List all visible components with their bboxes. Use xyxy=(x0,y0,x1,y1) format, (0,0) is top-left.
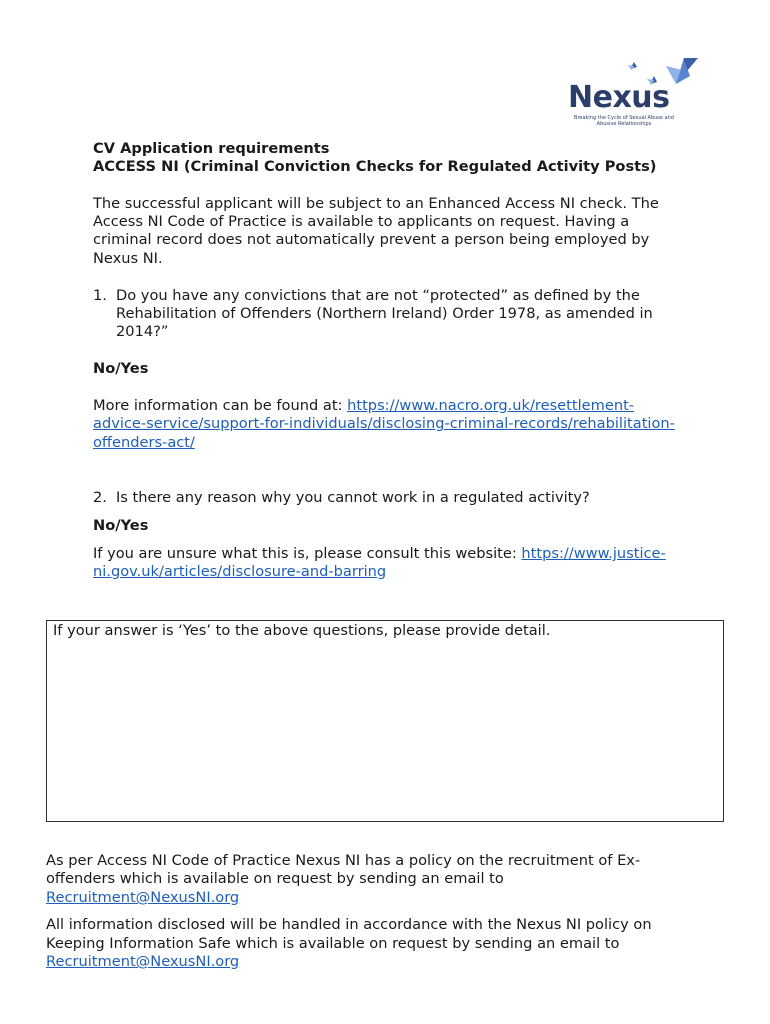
heading-line-1: CV Application requirements xyxy=(93,140,330,157)
recruitment-email-link-2[interactable]: Recruitment@NexusNI.org xyxy=(46,953,240,970)
question-2-text: Is there any reason why you cannot work in a regulated activity? xyxy=(116,489,590,506)
nexus-logo xyxy=(566,54,700,134)
question-2-answer: No/Yes xyxy=(93,517,149,534)
intro-line-3: criminal record does not automatically prevent a person being employed by xyxy=(93,231,650,248)
recruitment-email-link-1[interactable]: Recruitment@NexusNI.org xyxy=(46,889,240,906)
question-1-line-3: 2014?” xyxy=(116,323,169,340)
question-1-line-1: Do you have any convictions that are not “protected” as defined by the xyxy=(116,287,640,304)
justice-link-part-1[interactable]: https://www.justice- xyxy=(521,545,666,562)
detail-input-box[interactable] xyxy=(46,620,724,822)
more-info-label: More information can be found at: xyxy=(93,397,348,414)
justice-link-part-2[interactable]: ni.gov.uk/articles/disclosure-and-barring xyxy=(93,563,387,580)
footer-p2-line-2: Keeping Information Safe which is available on request by sending an email to xyxy=(46,935,620,952)
question-1-line-2: Rehabilitation of Offenders (Northern Ireland) Order 1978, as amended in xyxy=(116,305,653,322)
question-1-more-info xyxy=(93,397,713,415)
question-1-answer: No/Yes xyxy=(93,360,149,377)
footer-p1-line-1: As per Access NI Code of Practice Nexus NI has a policy on the recruitment of Ex- xyxy=(46,852,641,869)
footer-p1-line-2: offenders which is available on request by sending an email to xyxy=(46,870,504,887)
intro-line-4: Nexus NI. xyxy=(93,250,163,267)
nacro-link-part-2[interactable]: advice-service/support-for-individuals/disclosing-criminal-records/rehabilitation- xyxy=(93,415,675,432)
footer-p2-line-1: All information disclosed will be handled in accordance with the Nexus NI policy on xyxy=(46,916,652,933)
nacro-link-part-1[interactable]: https://www.nacro.org.uk/resettlement- xyxy=(347,397,635,414)
logo-wordmark: Nexus xyxy=(568,80,670,115)
unsure-label: If you are unsure what this is, please consult this website: xyxy=(93,545,522,562)
question-2-number: 2. xyxy=(93,489,107,506)
nacro-link-part-3[interactable]: offenders-act/ xyxy=(93,434,195,451)
question-1-number: 1. xyxy=(93,287,107,304)
question-2-unsure xyxy=(93,545,713,563)
intro-line-2: Access NI Code of Practice is available to applicants on request. Having a xyxy=(93,213,630,230)
intro-line-1: The successful applicant will be subject to an Enhanced Access NI check. The xyxy=(93,195,659,212)
logo-tagline: Breaking the Cycle of Sexual Abuse and Abusive Relationships xyxy=(574,115,674,127)
detail-box-label: If your answer is ‘Yes’ to the above questions, please provide detail. xyxy=(53,622,551,639)
page-title: ACCESS NI (Criminal Conviction Checks for Regulated Activity Posts) xyxy=(93,158,657,175)
